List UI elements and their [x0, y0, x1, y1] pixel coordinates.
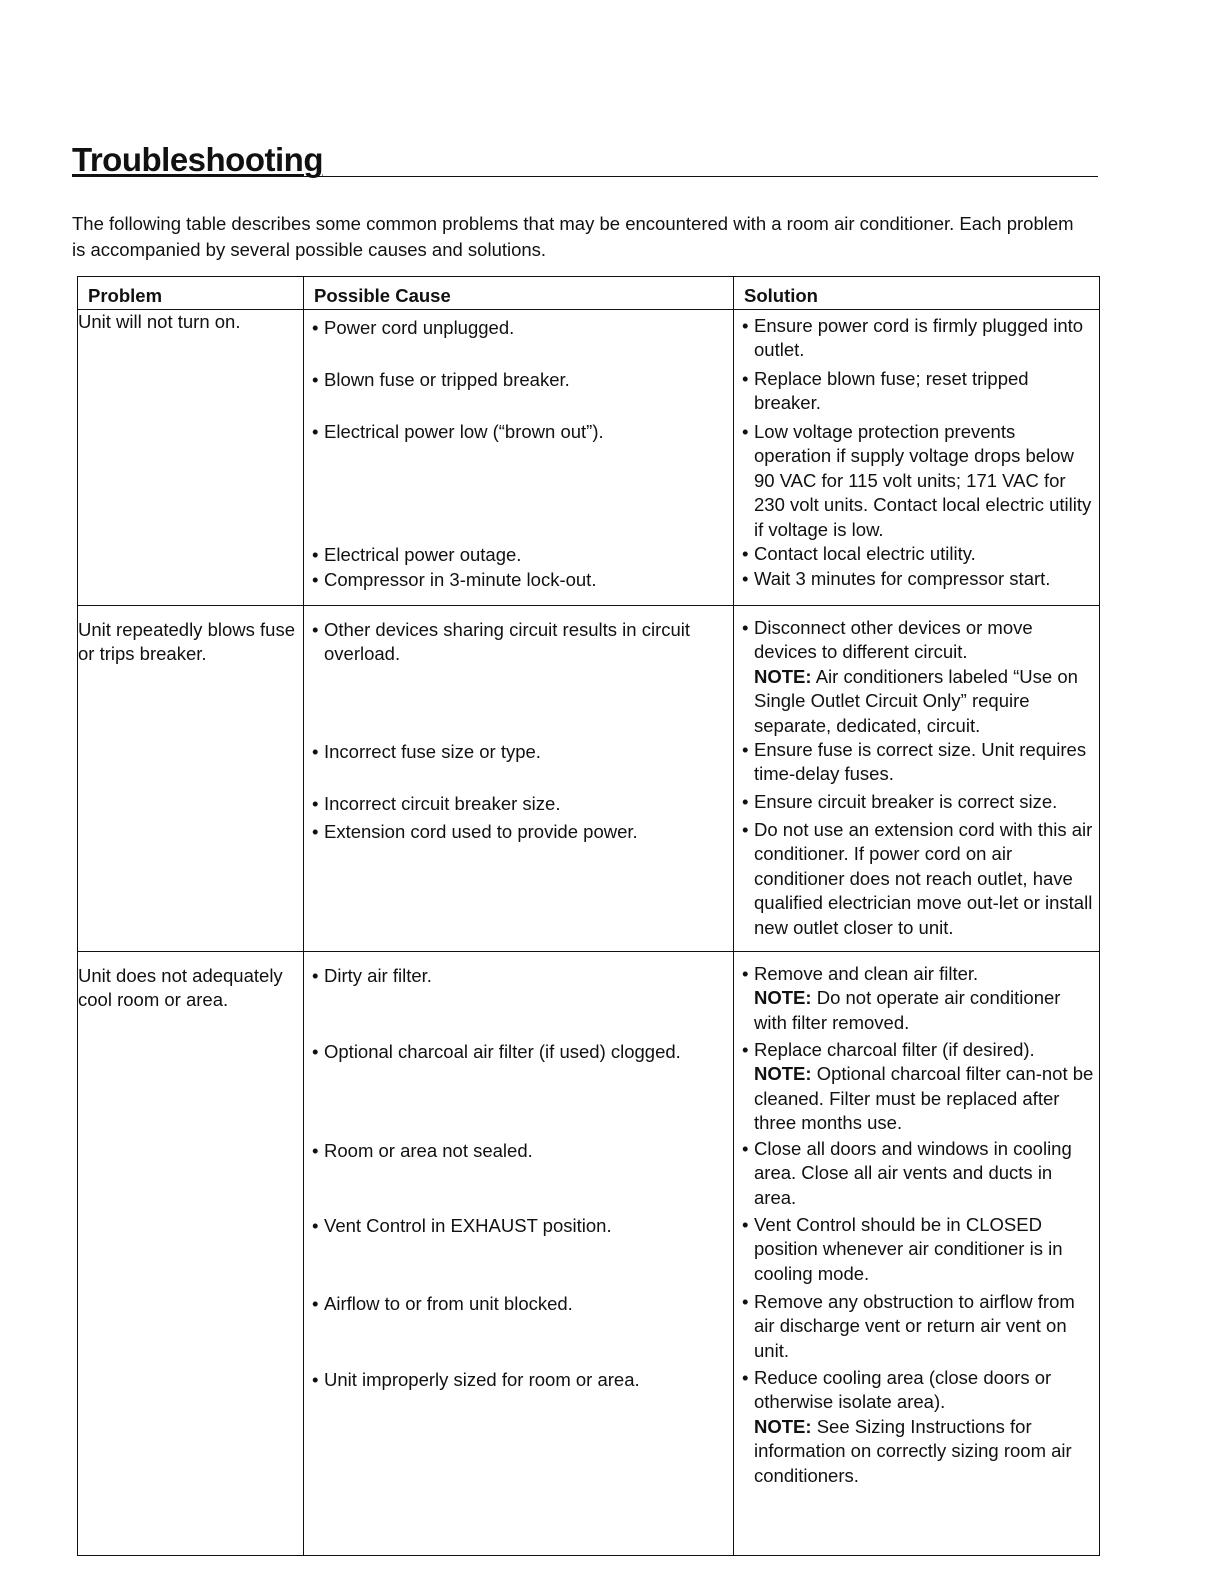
- table-row: [78, 951, 1100, 1555]
- cause-item: • Blown fuse or tripped breaker.: [304, 368, 733, 393]
- table-row: [78, 309, 1100, 605]
- causes-cell: [304, 309, 734, 605]
- note-label: NOTE:: [754, 1063, 812, 1085]
- cause-item: • Compressor in 3-minute lock-out.: [304, 568, 733, 593]
- solution-item: • Ensure power cord is firmly plugged into outlet.: [742, 314, 1084, 361]
- bullet-icon: •: [312, 618, 319, 640]
- cause-item: • Incorrect circuit breaker size.: [304, 792, 733, 817]
- cause-item: • Extension cord used to provide power.: [304, 820, 733, 845]
- bullet-icon: •: [742, 542, 749, 564]
- bullet-icon: •: [742, 962, 749, 984]
- cause-item: • Other devices sharing circuit results in circuit overload.: [312, 618, 691, 665]
- cause-item: • Electrical power low (“brown out”).: [304, 420, 733, 445]
- bullet-icon: •: [312, 964, 319, 986]
- cause-item: • Dirty air filter.: [304, 964, 733, 989]
- note-text: NOTE: Do not operate air conditioner with filter removed.: [754, 987, 1061, 1033]
- solution-item: • Vent Control should be in CLOSED position whenever air conditioner is in cooling mode.: [742, 1213, 1063, 1284]
- solution-item: • Replace blown fuse; reset tripped breaker.: [742, 367, 1029, 414]
- solution-item: • Low voltage protection prevents operation if supply voltage drops below 90 VAC for 115 volt units; 171 VAC for 230 volt units. Contact local electric utility if voltage is low.: [742, 420, 1092, 540]
- header-problem: Problem: [78, 277, 304, 310]
- page-title: Troubleshooting: [72, 141, 323, 178]
- cause-item: • Vent Control in EXHAUST position.: [304, 1214, 733, 1239]
- bullet-icon: •: [742, 420, 749, 442]
- cause-item: • Unit improperly sized for room or area.: [304, 1368, 733, 1393]
- bullet-icon: •: [312, 543, 319, 565]
- solution-item: • Close all doors and windows in cooling area. Close all air vents and ducts in area.: [742, 1137, 1072, 1208]
- bullet-icon: •: [312, 568, 319, 590]
- header-possible-cause: Possible Cause: [304, 277, 734, 310]
- problem-cell: Unit will not turn on.: [78, 309, 304, 605]
- note-label: NOTE:: [754, 987, 812, 1009]
- cause-item: • Airflow to or from unit blocked.: [304, 1292, 733, 1317]
- solution-item: • Contact local electric utility.: [734, 542, 1099, 567]
- bullet-icon: •: [742, 1137, 749, 1159]
- bullet-icon: •: [312, 1214, 319, 1236]
- note-text: NOTE: See Sizing Instructions for information on correctly sizing room air conditioners.: [754, 1415, 1072, 1486]
- header-solution: Solution: [734, 277, 1100, 310]
- bullet-icon: •: [742, 1290, 749, 1312]
- bullet-icon: •: [742, 818, 749, 840]
- bullet-icon: •: [312, 820, 319, 842]
- solution-item: • Ensure fuse is correct size. Unit requires time-delay fuses.: [742, 738, 1087, 785]
- solutions-cell: [734, 605, 1100, 951]
- cause-item: • Incorrect fuse size or type.: [304, 740, 733, 765]
- solution-item: • Remove any obstruction to airflow from air discharge vent or return air vent on unit.: [742, 1290, 1075, 1361]
- bullet-icon: •: [312, 740, 319, 762]
- bullet-icon: •: [742, 1038, 749, 1060]
- cause-item: • Power cord unplugged.: [304, 316, 733, 341]
- note-label: NOTE:: [754, 1415, 812, 1437]
- bullet-icon: •: [742, 616, 749, 638]
- troubleshooting-table: [77, 276, 1100, 1556]
- solution-item: • Disconnect other devices or move devices to different circuit. NOTE: Air conditioners labeled “Use on Single Outlet Circuit Only” require separate, dedicated, circuit.: [734, 616, 1099, 739]
- bullet-icon: •: [742, 790, 749, 812]
- bullet-icon: •: [312, 368, 319, 390]
- note-text: NOTE: Optional charcoal filter can-not be cleaned. Filter must be replaced after three months use.: [754, 1063, 1094, 1134]
- bullet-icon: •: [742, 738, 749, 760]
- solution-item: • Remove and clean air filter. NOTE: Do not operate air conditioner with filter removed.: [734, 962, 1099, 1036]
- solution-item: • Replace charcoal filter (if desired). NOTE: Optional charcoal filter can-not be cleaned. Filter must be replaced after three months use.: [734, 1038, 1099, 1136]
- bullet-icon: •: [312, 420, 319, 442]
- solution-item: • Ensure circuit breaker is correct size.: [734, 790, 1099, 815]
- cause-item: • Electrical power outage.: [304, 543, 733, 568]
- note-text: NOTE: Air conditioners labeled “Use on Single Outlet Circuit Only” require separate, dedicated, circuit.: [754, 665, 1078, 736]
- bullet-icon: •: [742, 567, 749, 589]
- solutions-cell: [734, 951, 1100, 1555]
- bullet-icon: •: [742, 1213, 749, 1235]
- cause-item: • Optional charcoal air filter (if used) clogged.: [304, 1040, 733, 1065]
- solutions-cell: [734, 309, 1100, 605]
- bullet-icon: •: [312, 792, 319, 814]
- bullet-icon: •: [312, 1368, 319, 1390]
- intro-paragraph: The following table describes some common problems that may be encountered with a room air conditioner. Each problem is accompanied by several possible causes and solutions.: [72, 213, 1074, 260]
- solution-item: • Wait 3 minutes for compressor start.: [734, 567, 1099, 592]
- note-label: NOTE:: [754, 665, 812, 687]
- problem-cell: Unit does not adequately cool room or area.: [78, 951, 304, 1555]
- bullet-icon: •: [312, 1040, 319, 1062]
- bullet-icon: •: [312, 1292, 319, 1314]
- solution-item: • Do not use an extension cord with this air conditioner. If power cord on air conditioner does not reach outlet, have qualified electrician move out-let or install new outlet closer to unit.: [742, 818, 1093, 938]
- bullet-icon: •: [312, 316, 319, 338]
- table-row: [78, 605, 1100, 951]
- solution-item: • Reduce cooling area (close doors or otherwise isolate area). NOTE: See Sizing Instructions for information on correctly sizing room air conditioners.: [734, 1366, 1099, 1489]
- problem-cell: Unit repeatedly blows fuse or trips breaker.: [78, 605, 304, 951]
- cause-item: • Room or area not sealed.: [304, 1139, 733, 1164]
- bullet-icon: •: [312, 1139, 319, 1161]
- causes-cell: [304, 951, 734, 1555]
- title-rule: [72, 140, 1098, 177]
- causes-cell: [304, 605, 734, 951]
- table-header-row: [78, 277, 1100, 310]
- bullet-icon: •: [742, 314, 749, 336]
- bullet-icon: •: [742, 1366, 749, 1388]
- bullet-icon: •: [742, 367, 749, 389]
